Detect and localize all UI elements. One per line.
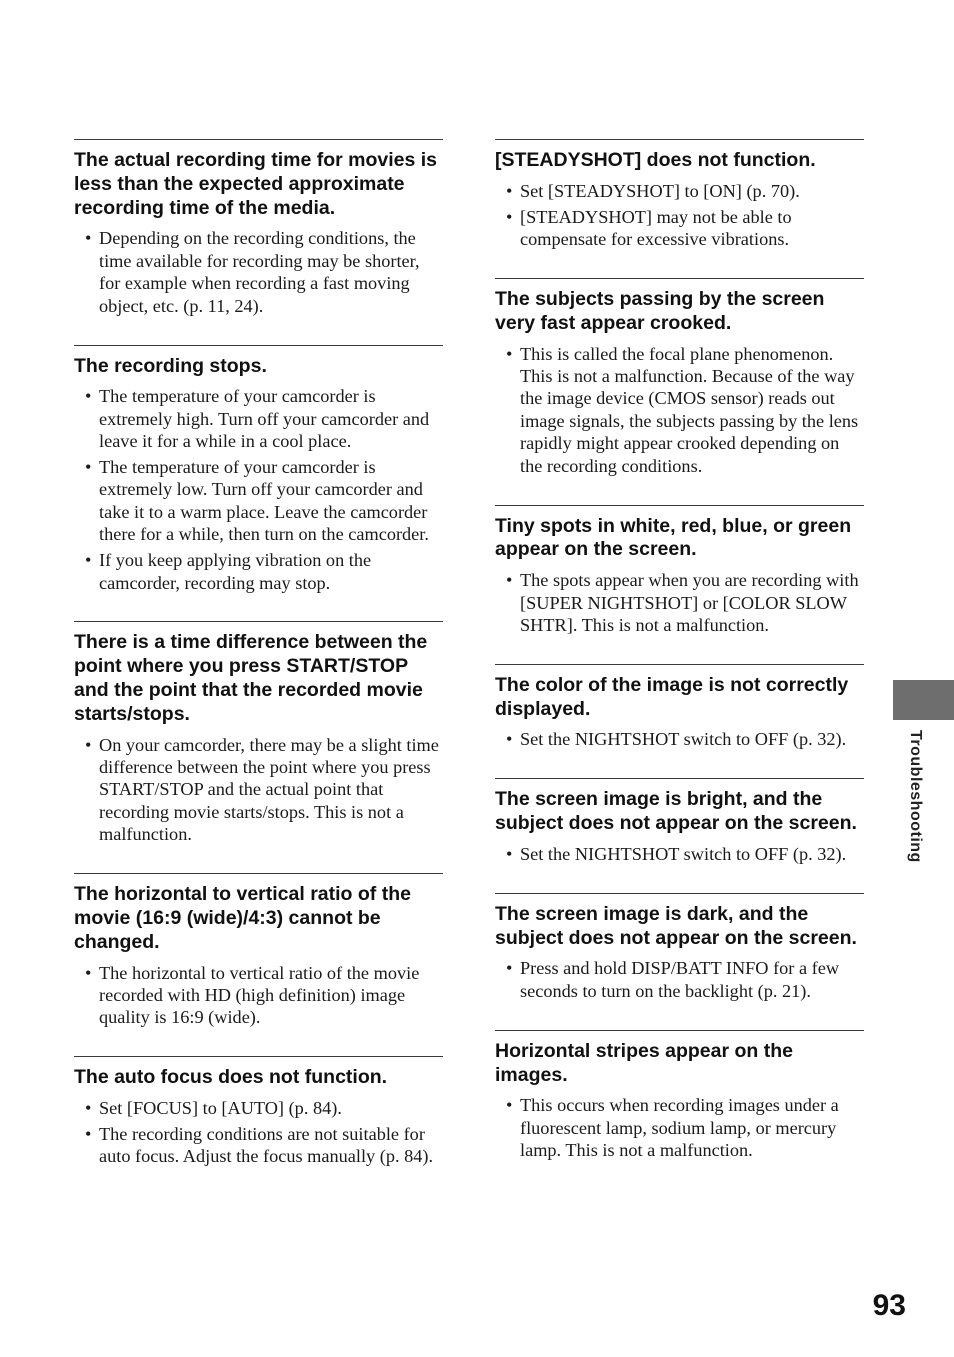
- troubleshooting-item: [495, 278, 864, 505]
- bullet-item: • Press and hold DISP/BATT INFO for a few seconds to turn on the backlight (p. 21).: [495, 957, 864, 1002]
- troubleshooting-item: [495, 1030, 864, 1189]
- item-heading: The subjects passing by the screen very fast appear crooked.: [495, 288, 825, 334]
- left-column: [74, 139, 443, 1195]
- troubleshooting-item: [74, 873, 443, 1056]
- item-heading: Tiny spots in white, red, blue, or green appear on the screen.: [495, 514, 852, 561]
- bullet-item: • Set the NIGHTSHOT switch to OFF (p. 32).: [495, 843, 864, 865]
- right-column: [495, 139, 864, 1189]
- item-heading: The actual recording time for movies is less than the expected approximate recording time of the media.: [74, 149, 438, 219]
- bullet-item: • Set the NIGHTSHOT switch to OFF (p. 32).: [495, 728, 864, 750]
- bullet-list: [74, 227, 443, 317]
- troubleshooting-item: [495, 664, 864, 779]
- item-heading: The recording stops.: [74, 354, 267, 377]
- item-heading: The horizontal to vertical ratio of the movie (16:9 (wide)/4:3) cannot be changed.: [74, 883, 411, 953]
- bullet-item: • On your camcorder, there may be a slight time difference between the point where you press START/STOP and the actual point that recording movie starts/stops. This is not a malfunction.: [74, 734, 443, 846]
- item-heading: The screen image is dark, and the subject does not appear on the screen.: [495, 902, 857, 949]
- bullet-list: [74, 385, 443, 594]
- item-heading: The auto focus does not function.: [74, 1066, 388, 1089]
- item-heading: [STEADYSHOT] does not function.: [495, 149, 816, 171]
- item-heading: There is a time difference between the point where you press START/STOP and the point that the recorded movie starts/stops.: [74, 631, 428, 725]
- section-tab-marker: [893, 680, 954, 720]
- bullet-item: • Depending on the recording conditions, the time available for recording may be shorter, for example when recording a fast moving object, etc. (p. 11, 24).: [74, 227, 443, 317]
- item-heading: The color of the image is not correctly displayed.: [495, 673, 849, 720]
- bullet-list: [495, 343, 864, 477]
- troubleshooting-item: [495, 505, 864, 664]
- bullet-item: • This occurs when recording images under a fluorescent lamp, sodium lamp, or mercury lamp. This is not a malfunction.: [495, 1094, 864, 1161]
- bullet-list: [495, 957, 864, 1002]
- bullet-list: [495, 728, 864, 750]
- bullet-list: [74, 734, 443, 846]
- troubleshooting-item: [74, 139, 443, 345]
- item-heading: Horizontal stripes appear on the images.: [495, 1039, 793, 1086]
- bullet-item: • [STEADYSHOT] may not be able to compensate for excessive vibrations.: [495, 206, 864, 251]
- troubleshooting-item: [495, 893, 864, 1030]
- bullet-item: • Set [FOCUS] to [AUTO] (p. 84).: [74, 1097, 443, 1119]
- bullet-list: [495, 1094, 864, 1161]
- bullet-list: [495, 569, 864, 636]
- troubleshooting-item: [74, 345, 443, 622]
- troubleshooting-item: [495, 139, 864, 278]
- bullet-item: • Set [STEADYSHOT] to [ON] (p. 70).: [495, 180, 864, 202]
- troubleshooting-item: [495, 778, 864, 893]
- bullet-item: • If you keep applying vibration on the camcorder, recording may stop.: [74, 549, 443, 594]
- troubleshooting-item: [74, 621, 443, 873]
- bullet-item: • The recording conditions are not suitable for auto focus. Adjust the focus manually (p. 84).: [74, 1123, 443, 1168]
- page-number: 93: [872, 1289, 906, 1322]
- bullet-item: • The spots appear when you are recording with [SUPER NIGHTSHOT] or [COLOR SLOW SHTR]. This is not a malfunction.: [495, 569, 864, 636]
- bullet-item: • The horizontal to vertical ratio of the movie recorded with HD (high definition) image quality is 16:9 (wide).: [74, 962, 443, 1029]
- bullet-list: [495, 843, 864, 865]
- bullet-list: [495, 180, 864, 251]
- troubleshooting-item: [74, 1056, 443, 1195]
- section-tab-label: Troubleshooting: [907, 730, 924, 863]
- bullet-item: • The temperature of your camcorder is extremely low. Turn off your camcorder and take it to a warm place. Leave the camcorder there for a while, then turn on the camcorder.: [74, 456, 443, 546]
- bullet-list: [74, 962, 443, 1029]
- bullet-item: • This is called the focal plane phenomenon. This is not a malfunction. Because of the way the image device (CMOS sensor) reads out image signals, the subjects passing by the lens rapidly might appear crooked depending on the recording conditions.: [495, 343, 864, 477]
- item-heading: The screen image is bright, and the subject does not appear on the screen.: [495, 788, 857, 835]
- bullet-item: • The temperature of your camcorder is extremely high. Turn off your camcorder and leave it for a while in a cool place.: [74, 385, 443, 452]
- bullet-list: [74, 1097, 443, 1168]
